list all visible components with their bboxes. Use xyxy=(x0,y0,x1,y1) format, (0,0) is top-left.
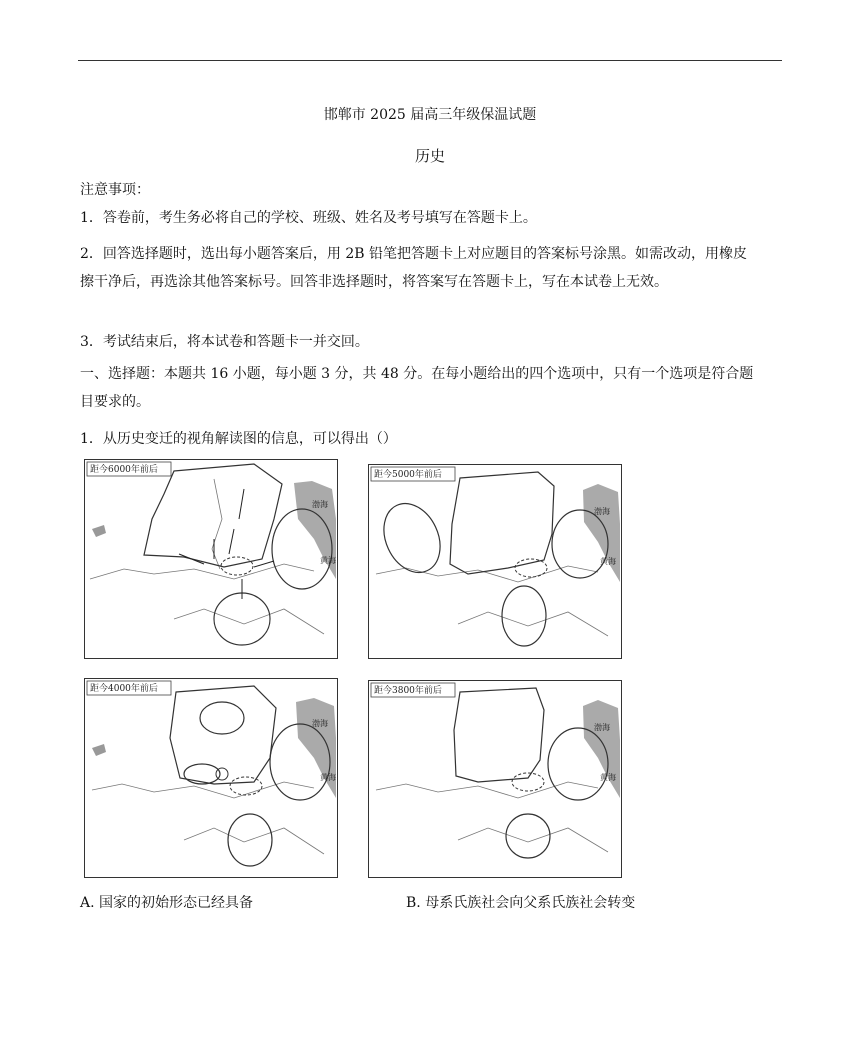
option-a[interactable]: A. 国家的初始形态已经具备 xyxy=(80,895,254,911)
section-instructions: 一、选择题：本题共 16 小题，每小题 3 分，共 48 分。在每小题给出的四个选项中，只有一个选项是符合题目要求的。 xyxy=(80,366,754,410)
huanghai-label: 黄海 xyxy=(600,557,616,566)
option-b[interactable]: B. 母系氏族社会向父系氏族社会转变 xyxy=(406,895,636,911)
huanghai-label: 黄海 xyxy=(320,556,336,565)
notes-heading: 注意事项： xyxy=(80,182,150,198)
bohai-label: 渤海 xyxy=(312,719,328,728)
bohai-label: 渤海 xyxy=(594,723,610,732)
map-4000-years xyxy=(84,678,338,882)
exam-subject: 历史 xyxy=(414,147,445,165)
note-item-1: 1．答卷前，考生务必将自己的学校、班级、姓名及考号填写在答题卡上。 xyxy=(80,210,537,226)
map-label: 距今6000年前后 xyxy=(90,465,158,475)
map-label: 距今5000年前后 xyxy=(374,470,442,480)
note-item-2: 2．回答选择题时，选出每小题答案后，用 2B 铅笔把答题卡上对应题目的答案标号涂黑。如需改动，用橡皮擦干净后，再选涂其他答案标号。回答非选择题时，将答案写在答题卡上，写在本试卷上无效。 xyxy=(80,246,748,290)
exam-title: 邯郸市 2025 届高三年级保温试题 xyxy=(323,107,537,123)
map-6000-years xyxy=(84,459,338,663)
huanghai-label: 黄海 xyxy=(600,773,616,782)
map-5000-years xyxy=(368,464,622,668)
bohai-label: 渤海 xyxy=(312,500,328,509)
map-label: 距今4000年前后 xyxy=(90,684,158,694)
note-item-3: 3．考试结束后，将本试卷和答题卡一并交回。 xyxy=(80,334,369,350)
question-1-stem: 1．从历史变迁的视角解读图的信息，可以得出（） xyxy=(80,431,397,447)
map-3800-years xyxy=(368,680,622,884)
bohai-label: 渤海 xyxy=(594,507,610,516)
huanghai-label: 黄海 xyxy=(320,773,336,782)
map-label: 距今3800年前后 xyxy=(374,686,442,696)
header-rule xyxy=(78,60,782,61)
